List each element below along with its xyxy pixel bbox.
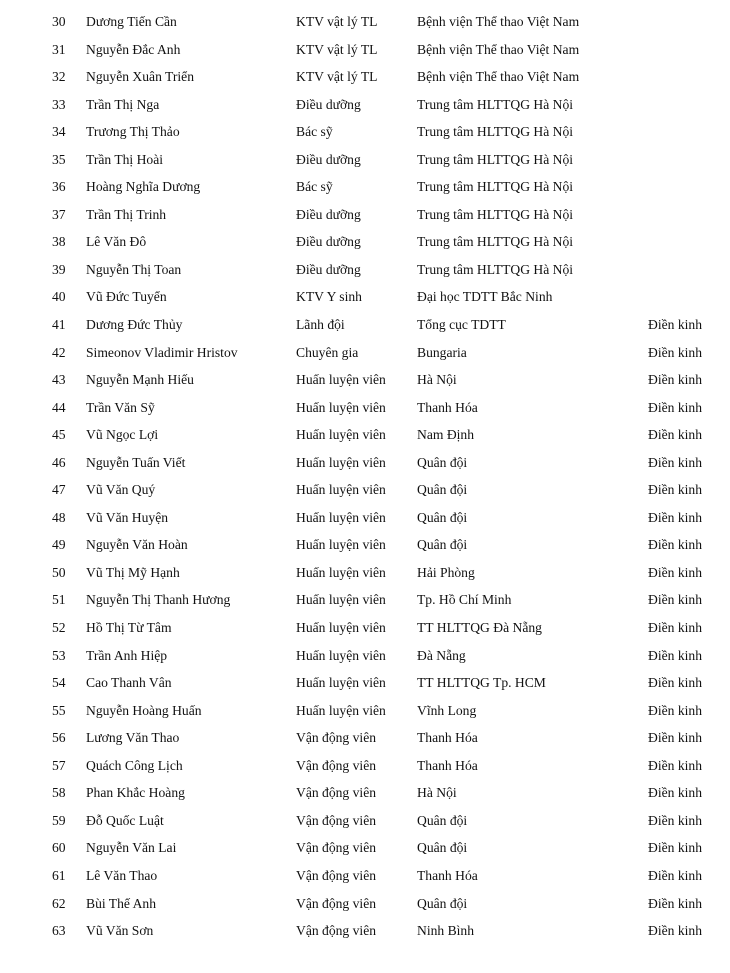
person-name: Phan Khắc Hoàng xyxy=(86,785,185,801)
role-cell: Huấn luyện viên xyxy=(296,509,386,525)
role-cell: KTV vật lý TL xyxy=(296,14,378,29)
unit-cell: Thanh Hóa xyxy=(417,399,478,415)
role-cell: Huấn luyện viên xyxy=(296,482,386,498)
role-cell: Vận động viên xyxy=(296,757,377,773)
sport-cell: Điền kinh xyxy=(648,702,702,718)
row-number: 36 xyxy=(52,179,66,195)
table-row xyxy=(0,91,730,119)
row-number: 50 xyxy=(52,564,66,580)
unit-cell: Quân đội xyxy=(417,482,468,498)
row-number: 30 xyxy=(52,14,66,29)
person-name: Vũ Văn Quý xyxy=(86,482,156,498)
person-name: Trần Thị Hoài xyxy=(86,151,164,167)
person-name: Quách Công Lịch xyxy=(86,757,183,773)
role-cell: Vận động viên xyxy=(296,867,377,883)
row-number: 34 xyxy=(52,124,66,140)
row-number: 38 xyxy=(52,234,66,250)
role-cell: Huấn luyện viên xyxy=(296,675,386,691)
unit-cell: Trung tâm HLTTQG Hà Nội xyxy=(417,124,574,140)
person-name: Vũ Đức Tuyển xyxy=(86,289,167,305)
sport-cell: Điền kinh xyxy=(648,427,702,443)
role-cell: Huấn luyện viên xyxy=(296,647,386,663)
person-name: Dương Tiến Cần xyxy=(86,14,177,29)
table-row xyxy=(0,283,730,311)
row-number: 32 xyxy=(52,69,66,85)
role-cell: Huấn luyện viên xyxy=(296,620,386,636)
table-row xyxy=(0,862,730,890)
unit-cell: Bệnh viện Thể thao Việt Nam xyxy=(417,14,580,29)
sport-cell: Điền kinh xyxy=(648,812,702,828)
person-name: Hoàng Nghĩa Dương xyxy=(86,179,201,195)
role-cell: Chuyên gia xyxy=(296,344,359,360)
table-row xyxy=(0,669,730,697)
row-number: 43 xyxy=(52,372,66,388)
unit-cell: Trung tâm HLTTQG Hà Nội xyxy=(417,151,574,167)
row-number: 63 xyxy=(52,923,66,939)
table-row xyxy=(0,504,730,532)
sport-cell: Điền kinh xyxy=(648,564,702,580)
unit-cell: Bệnh viện Thể thao Việt Nam xyxy=(417,41,580,57)
role-cell: Vận động viên xyxy=(296,812,377,828)
row-number: 31 xyxy=(52,41,66,57)
role-cell: Điều dưỡng xyxy=(296,261,361,277)
role-cell: Huấn luyện viên xyxy=(296,427,386,443)
table-row xyxy=(0,173,730,201)
table-row xyxy=(0,146,730,174)
unit-cell: Thanh Hóa xyxy=(417,757,478,773)
sport-cell: Điền kinh xyxy=(648,399,702,415)
sport-cell: Điền kinh xyxy=(648,895,702,911)
table-row xyxy=(0,890,730,918)
row-number: 46 xyxy=(52,454,66,470)
person-name: Đỗ Quốc Luật xyxy=(86,812,164,828)
unit-cell: Trung tâm HLTTQG Hà Nội xyxy=(417,261,574,277)
unit-cell: Trung tâm HLTTQG Hà Nội xyxy=(417,206,574,222)
unit-cell: Quân đội xyxy=(417,509,468,525)
person-name: Bùi Thế Anh xyxy=(86,895,156,911)
table-row xyxy=(0,201,730,229)
unit-cell: Tổng cục TDTT xyxy=(417,317,506,333)
table-row xyxy=(0,311,730,339)
role-cell: Huấn luyện viên xyxy=(296,454,386,470)
unit-cell: Bệnh viện Thể thao Việt Nam xyxy=(417,69,580,85)
table-row xyxy=(0,697,730,725)
row-number: 54 xyxy=(52,675,66,691)
person-name: Hồ Thị Từ Tâm xyxy=(86,620,172,636)
table-row xyxy=(0,256,730,284)
table-row xyxy=(0,752,730,780)
role-cell: Vận động viên xyxy=(296,895,377,911)
person-name: Nguyễn Mạnh Hiếu xyxy=(86,372,194,388)
person-name: Nguyễn Văn Hoàn xyxy=(86,537,188,553)
row-number: 56 xyxy=(52,730,66,746)
role-cell: Huấn luyện viên xyxy=(296,592,386,608)
table-row xyxy=(0,779,730,807)
role-cell: Huấn luyện viên xyxy=(296,702,386,718)
role-cell: Điều dưỡng xyxy=(296,234,361,250)
row-number: 44 xyxy=(52,399,66,415)
role-cell: Huấn luyện viên xyxy=(296,564,386,580)
table-row xyxy=(0,807,730,835)
sport-cell: Điền kinh xyxy=(648,840,702,856)
person-name: Lương Văn Thao xyxy=(86,730,180,746)
role-cell: Vận động viên xyxy=(296,785,377,801)
table-row xyxy=(0,559,730,587)
table-row xyxy=(0,8,730,36)
person-name: Trương Thị Thảo xyxy=(86,124,180,140)
row-number: 35 xyxy=(52,151,66,167)
sport-cell: Điền kinh xyxy=(648,675,702,691)
row-number: 53 xyxy=(52,647,66,663)
table-row xyxy=(0,449,730,477)
row-number: 57 xyxy=(52,757,66,773)
row-number: 45 xyxy=(52,427,66,443)
sport-cell: Điền kinh xyxy=(648,730,702,746)
table-row xyxy=(0,724,730,752)
row-number: 61 xyxy=(52,867,66,883)
sport-cell: Điền kinh xyxy=(648,509,702,525)
sport-cell: Điền kinh xyxy=(648,537,702,553)
unit-cell: Đại học TDTT Bắc Ninh xyxy=(417,289,553,305)
unit-cell: TT HLTTQG Đà Nẵng xyxy=(417,620,542,636)
role-cell: Điều dưỡng xyxy=(296,151,361,167)
person-name: Vũ Thị Mỹ Hạnh xyxy=(86,564,180,580)
row-number: 49 xyxy=(52,537,66,553)
table-row xyxy=(0,476,730,504)
unit-cell: Nam Định xyxy=(417,427,475,443)
role-cell: Điều dưỡng xyxy=(296,96,361,112)
unit-cell: Tp. Hồ Chí Minh xyxy=(417,592,512,608)
row-number: 52 xyxy=(52,620,66,636)
unit-cell: Quân đội xyxy=(417,840,468,856)
unit-cell: Thanh Hóa xyxy=(417,867,478,883)
unit-cell: Bungaria xyxy=(417,344,467,360)
sport-cell: Điền kinh xyxy=(648,785,702,801)
unit-cell: Quân đội xyxy=(417,895,468,911)
row-number: 39 xyxy=(52,261,66,277)
unit-cell: Ninh Bình xyxy=(417,923,475,939)
person-name: Dương Đức Thủy xyxy=(86,317,183,333)
table-row xyxy=(0,917,730,945)
table-row xyxy=(0,118,730,146)
sport-cell: Điền kinh xyxy=(648,647,702,663)
role-cell: KTV vật lý TL xyxy=(296,41,378,57)
person-name: Nguyễn Hoàng Huấn xyxy=(86,702,202,718)
person-name: Nguyễn Đắc Anh xyxy=(86,41,181,57)
row-number: 48 xyxy=(52,509,66,525)
person-name: Lê Văn Thao xyxy=(86,867,158,883)
table-row xyxy=(0,228,730,256)
unit-cell: TT HLTTQG Tp. HCM xyxy=(417,675,546,691)
table-row xyxy=(0,531,730,559)
sport-cell: Điền kinh xyxy=(648,757,702,773)
person-name: Vũ Ngọc Lợi xyxy=(86,427,159,443)
unit-cell: Trung tâm HLTTQG Hà Nội xyxy=(417,234,574,250)
roster-table xyxy=(0,8,730,945)
unit-cell: Trung tâm HLTTQG Hà Nội xyxy=(417,179,574,195)
person-name: Vũ Văn Sơn xyxy=(86,923,154,939)
person-name: Trần Anh Hiệp xyxy=(86,647,168,663)
person-name: Lê Văn Đô xyxy=(86,234,147,250)
unit-cell: Đà Nẵng xyxy=(417,647,466,663)
person-name: Vũ Văn Huyện xyxy=(86,509,169,525)
table-row xyxy=(0,642,730,670)
table-row xyxy=(0,614,730,642)
role-cell: KTV vật lý TL xyxy=(296,69,378,85)
row-number: 51 xyxy=(52,592,66,608)
sport-cell: Điền kinh xyxy=(648,317,702,333)
row-number: 37 xyxy=(52,206,66,222)
role-cell: Bác sỹ xyxy=(296,124,333,140)
unit-cell: Quân đội xyxy=(417,454,468,470)
role-cell: Huấn luyện viên xyxy=(296,372,386,388)
sport-cell: Điền kinh xyxy=(648,344,702,360)
row-number: 60 xyxy=(52,840,66,856)
table-row xyxy=(0,421,730,449)
role-cell: Bác sỹ xyxy=(296,179,333,195)
sport-cell: Điền kinh xyxy=(648,620,702,636)
unit-cell: Hải Phòng xyxy=(417,564,475,580)
sport-cell: Điền kinh xyxy=(648,372,702,388)
role-cell: KTV Y sinh xyxy=(296,289,362,305)
row-number: 41 xyxy=(52,317,66,333)
row-number: 47 xyxy=(52,482,66,498)
person-name: Nguyễn Văn Lai xyxy=(86,840,177,856)
unit-cell: Quân đội xyxy=(417,812,468,828)
row-number: 33 xyxy=(52,96,66,112)
table-row xyxy=(0,834,730,862)
unit-cell: Vĩnh Long xyxy=(417,702,477,718)
person-name: Trần Thị Trinh xyxy=(86,206,167,222)
row-number: 62 xyxy=(52,895,66,911)
person-name: Trần Văn Sỹ xyxy=(86,399,155,415)
role-cell: Vận động viên xyxy=(296,840,377,856)
sport-cell: Điền kinh xyxy=(648,592,702,608)
role-cell: Huấn luyện viên xyxy=(296,537,386,553)
role-cell: Huấn luyện viên xyxy=(296,399,386,415)
sport-cell: Điền kinh xyxy=(648,482,702,498)
person-name: Nguyễn Tuấn Viết xyxy=(86,454,186,470)
table-row xyxy=(0,36,730,64)
person-name: Simeonov Vladimir Hristov xyxy=(86,344,238,360)
table-row xyxy=(0,586,730,614)
sport-cell: Điền kinh xyxy=(648,867,702,883)
sport-cell: Điền kinh xyxy=(648,454,702,470)
row-number: 42 xyxy=(52,344,66,360)
row-number: 55 xyxy=(52,702,66,718)
role-cell: Vận động viên xyxy=(296,923,377,939)
table-row xyxy=(0,63,730,91)
unit-cell: Hà Nội xyxy=(417,372,457,388)
table-row xyxy=(0,366,730,394)
unit-cell: Hà Nội xyxy=(417,785,457,801)
table-row xyxy=(0,394,730,422)
unit-cell: Thanh Hóa xyxy=(417,730,478,746)
role-cell: Lãnh đội xyxy=(296,317,345,333)
role-cell: Điều dưỡng xyxy=(296,206,361,222)
table-row xyxy=(0,339,730,367)
person-name: Nguyễn Thị Toan xyxy=(86,261,182,277)
role-cell: Vận động viên xyxy=(296,730,377,746)
person-name: Cao Thanh Vân xyxy=(86,675,172,691)
person-name: Nguyễn Thị Thanh Hương xyxy=(86,592,231,608)
person-name: Trần Thị Nga xyxy=(86,96,160,112)
unit-cell: Trung tâm HLTTQG Hà Nội xyxy=(417,96,574,112)
row-number: 59 xyxy=(52,812,66,828)
sport-cell: Điền kinh xyxy=(648,923,702,939)
unit-cell: Quân đội xyxy=(417,537,468,553)
row-number: 58 xyxy=(52,785,66,801)
person-name: Nguyễn Xuân Triển xyxy=(86,69,194,85)
row-number: 40 xyxy=(52,289,66,305)
